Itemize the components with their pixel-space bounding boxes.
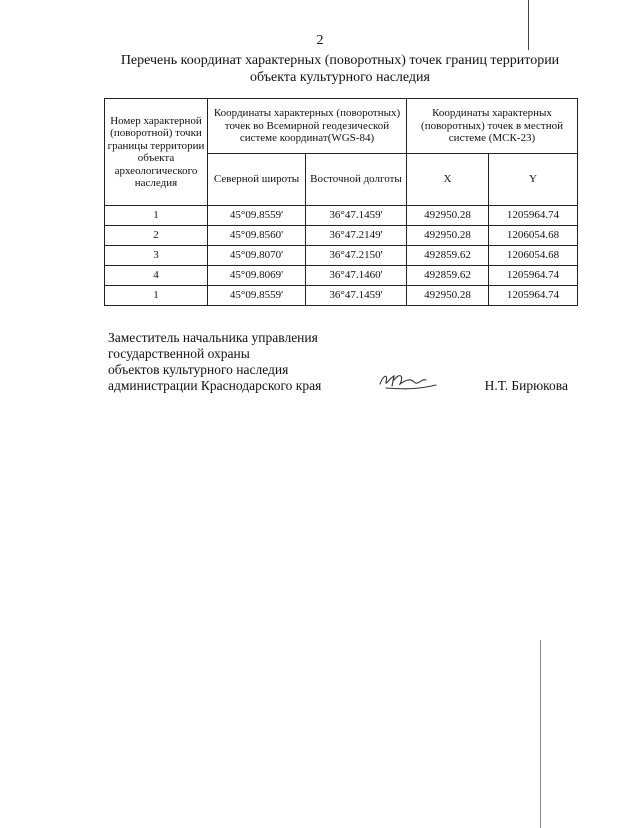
- table-header-row: [105, 99, 578, 154]
- cell-lon: 36°47.1460': [306, 266, 407, 286]
- cell-y: 1206054.68: [489, 246, 578, 266]
- cell-point: 1: [105, 206, 208, 226]
- cell-x: 492859.62: [407, 266, 489, 286]
- cell-lon: 36°47.2150': [306, 246, 407, 266]
- header-point-number: Номер характерной (поворотной) точки границы территории объекта археологического наследия: [105, 99, 208, 206]
- cell-point: 1: [105, 286, 208, 306]
- cell-y: 1205964.74: [489, 206, 578, 226]
- header-msk23: Координаты характерных (поворотных) точек в местной системе (МСК-23): [407, 99, 578, 154]
- cell-point: 4: [105, 266, 208, 286]
- table-row: [105, 266, 578, 286]
- cell-lat: 45°09.8070': [208, 246, 306, 266]
- cell-point: 3: [105, 246, 208, 266]
- cell-lon: 36°47.1459': [306, 206, 407, 226]
- table-row: [105, 246, 578, 266]
- signer-position-line-2: государственной охраны: [108, 346, 250, 361]
- cell-x: 492950.28: [407, 226, 489, 246]
- signer-position-line-1: Заместитель начальника управления: [108, 330, 318, 345]
- cell-lat: 45°09.8559': [208, 286, 306, 306]
- table-row: [105, 286, 578, 306]
- cell-lat: 45°09.8069': [208, 266, 306, 286]
- signer-name: Н.Т. Бирюкова: [484, 378, 568, 393]
- scan-edge-line-bottom: [540, 640, 541, 828]
- cell-point: 2: [105, 226, 208, 246]
- table-row: [105, 226, 578, 246]
- subheader-x: X: [407, 154, 489, 206]
- cell-lon: 36°47.1459': [306, 286, 407, 306]
- cell-x: 492859.62: [407, 246, 489, 266]
- cell-y: 1206054.68: [489, 226, 578, 246]
- header-wgs84: Координаты характерных (поворотных) точек во Всемирной геодезической системе координат(WGS-84): [208, 99, 407, 154]
- cell-x: 492950.28: [407, 206, 489, 226]
- subheader-y: Y: [489, 154, 578, 206]
- handwritten-signature: [376, 370, 440, 392]
- cell-lon: 36°47.2149': [306, 226, 407, 246]
- subheader-east-longitude: Восточной долготы: [306, 154, 407, 206]
- coordinates-table: [104, 98, 578, 306]
- cell-lat: 45°09.8560': [208, 226, 306, 246]
- page-number: 2: [316, 33, 324, 48]
- cell-lat: 45°09.8559': [208, 206, 306, 226]
- subheader-north-latitude: Северной широты: [208, 154, 306, 206]
- signer-position-line-4: администрации Краснодарского края: [108, 378, 322, 393]
- document-title: Перечень координат характерных (поворотных) точек границ территории объекта культурного наследия: [120, 53, 560, 85]
- signature-block: [108, 330, 568, 394]
- table-row: [105, 206, 578, 226]
- cell-x: 492950.28: [407, 286, 489, 306]
- cell-y: 1205964.74: [489, 266, 578, 286]
- cell-y: 1205964.74: [489, 286, 578, 306]
- signer-position-line-3: объектов культурного наследия: [108, 362, 289, 377]
